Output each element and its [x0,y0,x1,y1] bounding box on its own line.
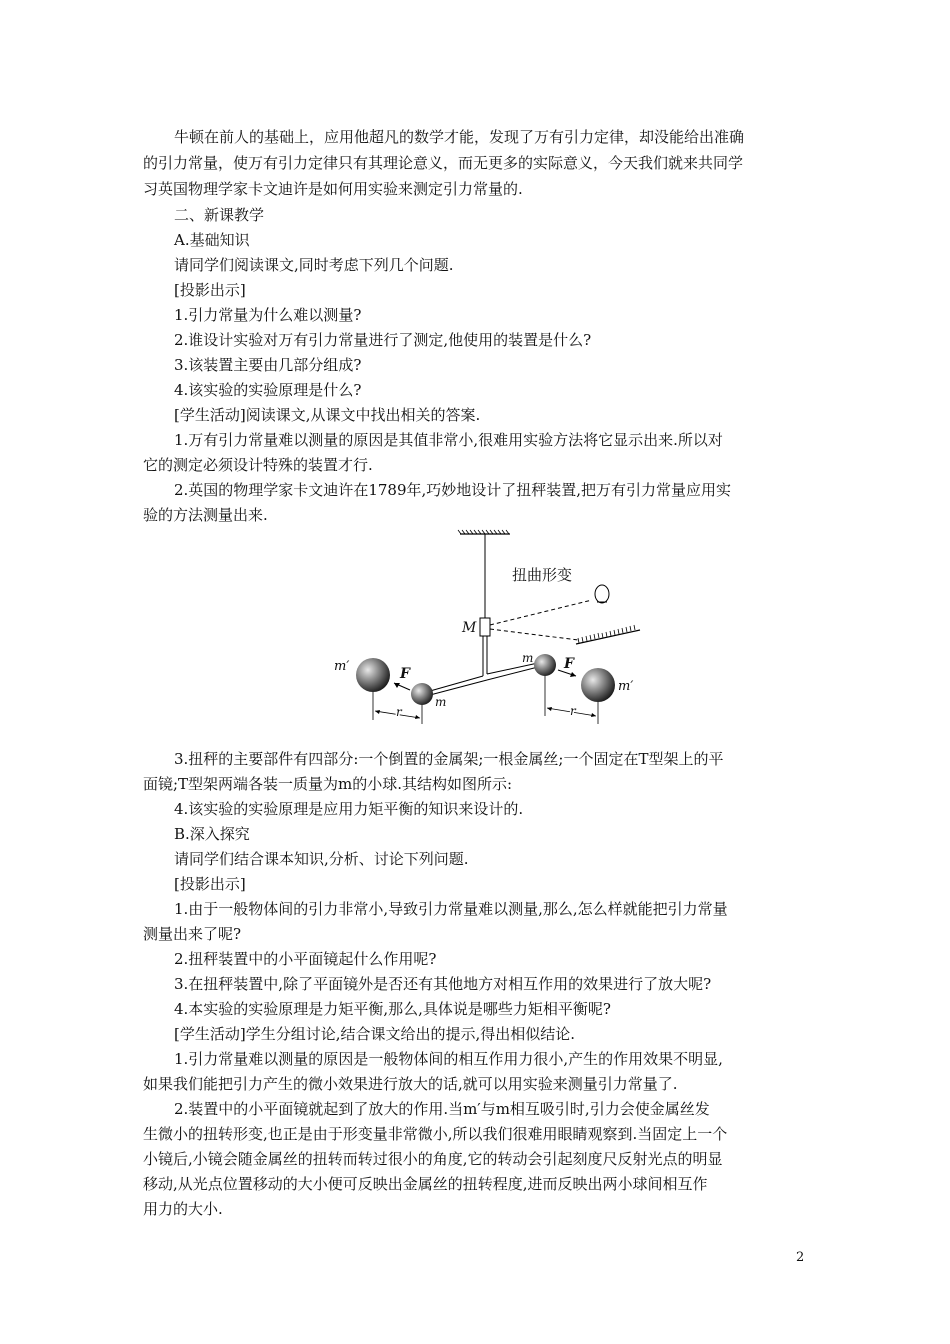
b-question-1-line-1: 1.由于一般物体间的引力非常小,导致引力常量难以测量,那么,怎么样就能把引力常量 [174,900,728,918]
ceiling-support [458,530,510,534]
answer-2-line-2: 验的方法测量出来. [143,506,268,524]
student-activity-2: [学生活动]学生分组讨论,结合课文给出的提示,得出相似结论. [174,1025,576,1043]
b-answer-2-line-5: 用力的大小. [143,1200,223,1218]
intro-line-2: 的引力常量，使万有引力定律只有其理论意义，而无更多的实际意义，今天我们就来共同学 [143,154,744,172]
large-ball-left [356,658,390,692]
part-b-heading: B.深入探究 [174,825,250,843]
label-M: M [462,620,477,636]
answer-1-line-2: 它的测定必须设计特殊的装置才行. [143,456,373,474]
light-ray-incident [490,600,592,625]
torsion-balance-figure [330,528,650,728]
small-ball-right [534,654,556,676]
t-frame-bar [430,663,538,695]
label-F-right: F [564,656,574,672]
b-answer-2-line-1: 2.装置中的小平面镜就起到了放大的作用.当m′与m相互吸引时,引力会使金属丝发 [174,1100,710,1118]
question-1: 1.引力常量为什么难以测量? [174,306,362,324]
question-4: 4.该实验的实验原理是什么? [174,381,362,399]
label-m-right: m [522,651,534,665]
question-3: 3.该装置主要由几部分组成? [174,356,362,374]
label-r-right: r [570,704,576,718]
light-ray-reflected [490,629,578,640]
large-ball-right [581,668,615,702]
projection-label-2: [投影出示] [174,875,246,893]
label-m-left: m [435,695,447,709]
part-a-heading: A.基础知识 [174,231,250,249]
projection-label-1: [投影出示] [174,281,246,299]
b-answer-2-line-4: 移动,从光点位置移动的大小便可反映出金属丝的扭转程度,进而反映出两小球间相互作 [143,1175,708,1193]
student-activity-1: [学生活动]阅读课文,从课文中找出相关的答案. [174,406,481,424]
answer-2-line-1: 2.英国的物理学家卡文迪许在1789年,巧妙地设计了扭秤装置,把万有引力常量应用实 [174,481,732,499]
intro-line-1: 牛顿在前人的基础上，应用他超凡的数学才能，发现了万有引力定律，却没能给出准确 [174,128,745,146]
section-heading-new-lesson: 二、新课教学 [174,206,265,224]
b-question-3: 3.在扭秤装置中,除了平面镜外是否还有其他地方对相互作用的效果进行了放大呢? [174,975,712,993]
label-m-prime-left: m′ [334,659,350,674]
b-question-2: 2.扭秤装置中的小平面镜起什么作用呢? [174,950,437,968]
answer-3-line-1: 3.扭秤的主要部件有四部分:一个倒置的金属架;一根金属丝;一个固定在T型架上的平 [174,750,724,768]
answer-3-line-2: 面镜;T型架两端各装一质量为m的小球.其结构如图所示: [143,775,513,793]
label-m-prime-right: m′ [618,679,634,694]
small-ball-left [411,683,433,705]
answer-1-line-1: 1.万有引力常量难以测量的原因是其值非常小,很难用实验方法将它显示出来.所以对 [174,431,723,449]
scale-ruler [576,625,640,644]
b-answer-1-line-2: 如果我们能把引力产生的微小效果进行放大的话,就可以用实验来测量引力常量了. [143,1075,678,1093]
b-question-1-line-2: 测量出来了呢? [143,925,242,943]
discussion-instruction: 请同学们结合课本知识,分析、讨论下列问题. [174,850,469,868]
answer-4: 4.该实验的实验原理是应用力矩平衡的知识来设计的. [174,800,524,818]
reading-instruction: 请同学们阅读课文,同时考虑下列几个问题. [174,256,454,274]
b-answer-1-line-1: 1.引力常量难以测量的原因是一般物体间的相互作用力很小,产生的作用效果不明显, [174,1050,723,1068]
label-r-left: r [396,705,402,719]
figure-caption: 扭曲形变 [512,566,573,584]
b-answer-2-line-2: 生微小的扭转形变,也正是由于形变量非常微小,所以我们很难用眼睛观察到.当固定上一个 [143,1125,728,1143]
page-number: 2 [796,1250,805,1265]
intro-line-3: 习英国物理学家卡文迪许是如何用实验来测定引力常量的. [143,180,523,198]
question-2: 2.谁设计实验对万有引力常量进行了测定,他使用的装置是什么? [174,331,592,349]
b-question-4: 4.本实验的实验原理是力矩平衡,那么,具体说是哪些力矩相平衡呢? [174,1000,611,1018]
label-F-left: F [400,666,410,682]
mirror-block [480,618,490,636]
light-source-icon [595,585,609,603]
b-answer-2-line-3: 小镜后,小镜会随金属丝的扭转而转过很小的角度,它的转动会引起刻度尺反射光点的明显 [143,1150,723,1168]
